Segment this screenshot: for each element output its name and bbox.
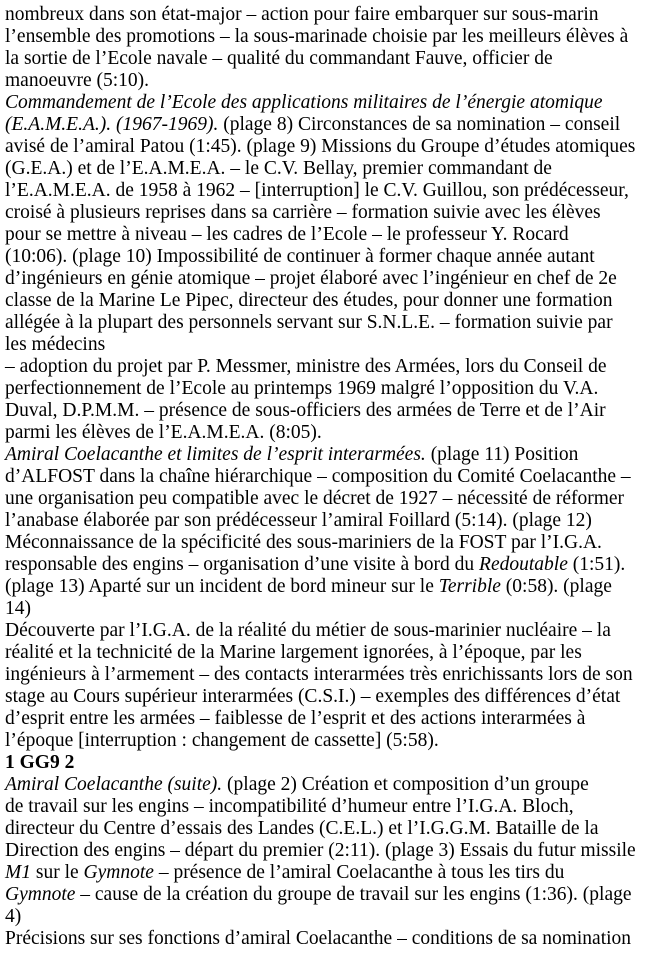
italic-title-text: M1 — [5, 862, 31, 883]
text-line — [5, 422, 650, 444]
text-line — [5, 554, 650, 576]
italic-title-text: Gymnote — [83, 862, 154, 883]
body-text: Duval, D.P.M.M. – présence de sous-officiers des armées de Terre et de l’Air — [5, 400, 606, 421]
body-text: l’ensemble des promotions – la sous-marinade choisie par les meilleurs élèves à — [5, 26, 629, 47]
text-line — [5, 752, 650, 774]
body-text: allégée à la plupart des personnels servant sur S.N.L.E. – formation suivie par — [5, 312, 613, 333]
body-text: Découverte par l’I.G.A. de la réalité du métier de sous-marinier nucléaire – la — [5, 620, 611, 641]
text-line — [5, 664, 650, 686]
body-text: perfectionnement de l’Ecole au printemps 1969 malgré l’opposition du V.A. — [5, 378, 599, 399]
body-text: les médecins — [5, 334, 106, 355]
italic-title-text: Gymnote — [5, 884, 76, 905]
text-line — [5, 686, 650, 708]
text-line — [5, 576, 650, 598]
italic-title-text: Redoutable — [479, 554, 568, 575]
body-text: ingénieurs à l’armement – des contacts interarmées très enrichissants lors de son — [5, 664, 633, 685]
body-text: d’ALFOST dans la chaîne hiérarchique – composition du Comité Coelacanthe – — [5, 466, 631, 487]
text-line — [5, 884, 650, 906]
body-text: manoeuvre (5:10). — [5, 70, 150, 91]
body-text: de travail sur les engins – incompatibilité d’humeur entre l’I.G.A. Bloch, — [5, 796, 574, 817]
text-line — [5, 26, 650, 48]
text-line — [5, 818, 650, 840]
body-text: (plage 13) Aparté sur un incident de bord mineur sur le — [5, 576, 439, 597]
text-line — [5, 268, 650, 290]
text-line — [5, 4, 650, 26]
text-line — [5, 48, 650, 70]
italic-title-text: Amiral Coelacanthe (suite). — [5, 774, 223, 795]
text-line — [5, 356, 650, 378]
body-text: classe de la Marine Le Pipec, directeur des études, pour donner une formation — [5, 290, 613, 311]
text-line — [5, 400, 650, 422]
body-text: Méconnaissance de la spécificité des sous-mariniers de la FOST par l’I.G.A. — [5, 532, 602, 553]
text-line — [5, 92, 650, 114]
text-line — [5, 862, 650, 884]
body-text: sur le — [31, 862, 84, 883]
body-text: croisé à plusieurs reprises dans sa carrière – formation suivie avec les élèves — [5, 202, 601, 223]
text-line — [5, 158, 650, 180]
text-line — [5, 290, 650, 312]
italic-title-text: Terrible — [438, 576, 501, 597]
text-line — [5, 334, 650, 356]
body-text: d’ingénieurs en génie atomique – projet élaboré avec l’ingénieur en chef de 2e — [5, 268, 617, 289]
text-line — [5, 928, 650, 950]
body-text: (plage 11) Position — [425, 444, 579, 465]
body-text: parmi les élèves de l’E.A.M.E.A. (8:05). — [5, 422, 322, 443]
italic-title-text: (E.A.M.E.A.). (1967-1969). — [5, 114, 219, 135]
text-line — [5, 136, 650, 158]
text-line — [5, 796, 650, 818]
text-line — [5, 378, 650, 400]
body-text: 14) — [5, 598, 31, 619]
body-text: (10:06). (plage 10) Impossibilité de continuer à former chaque année autant — [5, 246, 595, 267]
body-text: Direction des engins – départ du premier (2:11). (plage 3) Essais du futur missile — [5, 840, 636, 861]
text-line — [5, 202, 650, 224]
body-text: (plage 2) Création et composition d’un groupe — [222, 774, 589, 795]
body-text: – présence de l’amiral Coelacanthe à tous les tirs du — [153, 862, 565, 883]
text-line — [5, 488, 650, 510]
body-text: (0:58). (plage — [500, 576, 612, 597]
body-text: – adoption du projet par P. Messmer, ministre des Armées, lors du Conseil de — [5, 356, 607, 377]
text-line — [5, 224, 650, 246]
text-line — [5, 246, 650, 268]
text-line — [5, 180, 650, 202]
text-line — [5, 708, 650, 730]
body-text: l’E.A.M.E.A. de 1958 à 1962 – [interruption] le C.V. Guillou, son prédécesseur, — [5, 180, 629, 201]
body-text: Précisions sur ses fonctions d’amiral Coelacanthe – conditions de sa nomination — [5, 928, 632, 949]
text-line — [5, 642, 650, 664]
body-text: avisé de l’amiral Patou (1:45). (plage 9) Missions du Groupe d’études atomiques — [5, 136, 636, 157]
body-text: la sortie de l’Ecole navale – qualité du commandant Fauve, officier de — [5, 48, 553, 69]
body-text: l’anabase élaborée par son prédécesseur l’amiral Foillard (5:14). (plage 12) — [5, 510, 592, 531]
text-line — [5, 312, 650, 334]
body-text: stage au Cours supérieur interarmées (C.S.I.) – exemples des différences d’état — [5, 686, 621, 707]
body-text: pour se mettre à niveau – les cadres de l’Ecole – le professeur Y. Rocard — [5, 224, 569, 245]
text-line — [5, 70, 650, 92]
text-line — [5, 466, 650, 488]
body-text: directeur du Centre d’essais des Landes (C.E.L.) et l’I.G.G.M. Bataille de la — [5, 818, 599, 839]
body-text: 4) — [5, 906, 22, 927]
text-line — [5, 532, 650, 554]
text-line — [5, 840, 650, 862]
text-line — [5, 598, 650, 620]
italic-title-text: Commandement de l’Ecole des applications militaires de l’énergie atomique — [5, 92, 603, 113]
body-text: nombreux dans son état-major – action pour faire embarquer sur sous-marin — [5, 4, 599, 25]
text-line — [5, 906, 650, 928]
body-text: (1:51). — [567, 554, 626, 575]
body-text: une organisation peu compatible avec le décret de 1927 – nécessité de réformer — [5, 488, 625, 509]
body-text: d’esprit entre les armées – faiblesse de l’esprit et des actions interarmées à — [5, 708, 586, 729]
text-line — [5, 730, 650, 752]
body-text: responsable des engins – organisation d’une visite à bord du — [5, 554, 480, 575]
text-line — [5, 620, 650, 642]
section-heading-text: 1 GG9 2 — [5, 752, 75, 773]
text-line — [5, 774, 650, 796]
text-line — [5, 444, 650, 466]
body-text: réalité et la technicité de la Marine largement ignorées, à l’époque, par les — [5, 642, 582, 663]
body-text: (plage 8) Circonstances de sa nomination – conseil — [218, 114, 621, 135]
text-line — [5, 114, 650, 136]
italic-title-text: Amiral Coelacanthe et limites de l’esprit interarmées. — [5, 444, 426, 465]
body-text: (G.E.A.) et de l’E.A.M.E.A. – le C.V. Bellay, premier commandant de — [5, 158, 552, 179]
body-text: – cause de la création du groupe de travail sur les engins (1:36). (plage — [75, 884, 632, 905]
text-line — [5, 510, 650, 532]
body-text: l’époque [interruption : changement de cassette] (5:58). — [5, 730, 439, 751]
